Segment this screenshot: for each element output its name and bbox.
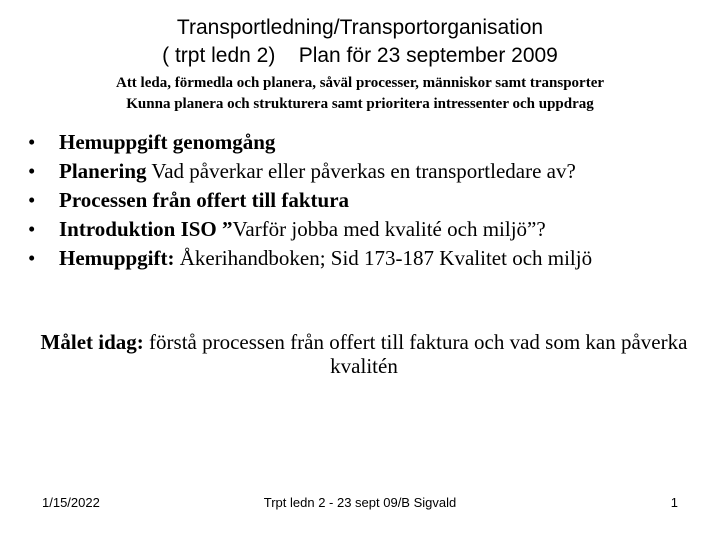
item-bold: Hemuppgift: bbox=[59, 246, 175, 270]
list-item bbox=[28, 186, 592, 215]
slide-title bbox=[0, 14, 720, 70]
subtitle-line-1: Att leda, förmedla och planera, såväl processer, människor samt transporter bbox=[115, 75, 605, 91]
goal-text: förstå processen från offert till faktura och vad som kan påverka kvalitén bbox=[143, 330, 688, 378]
bullet-icon: • bbox=[28, 130, 36, 154]
bullet-icon: • bbox=[28, 159, 36, 183]
footer-center-text: Trpt ledn 2 - 23 sept 09/B Sigvald bbox=[263, 495, 457, 510]
agenda-list bbox=[28, 128, 592, 273]
list-item bbox=[28, 128, 592, 157]
bullet-icon: • bbox=[28, 246, 36, 270]
goal-label: Målet idag: bbox=[40, 330, 144, 354]
item-bold: Hemuppgift genomgång bbox=[59, 130, 276, 154]
subtitle-line-2: Kunna planera och strukturera samt prioritera intressenter och uppdrag bbox=[126, 96, 594, 112]
goal-paragraph bbox=[24, 330, 704, 378]
item-text: Åkerihandboken; Sid 173-187 Kvalitet och miljö bbox=[174, 246, 593, 270]
bullet-icon: • bbox=[28, 188, 36, 212]
footer-date: 1/15/2022 bbox=[42, 495, 100, 510]
item-text: Vad påverkar eller påverkas en transportledare av? bbox=[146, 159, 576, 183]
title-line-2: ( trpt ledn 2) Plan för 23 september 2009 bbox=[162, 44, 558, 67]
footer-page-number: 1 bbox=[670, 495, 678, 510]
item-bold: Planering bbox=[59, 159, 147, 183]
title-line-1: Transportledning/Transportorganisation bbox=[176, 16, 544, 39]
item-text: Varför jobba med kvalité och miljö”? bbox=[232, 217, 546, 241]
slide-subtitle bbox=[0, 73, 720, 115]
list-item bbox=[28, 215, 592, 244]
list-item bbox=[28, 157, 592, 186]
item-bold: Processen från offert till faktura bbox=[59, 188, 350, 212]
bullet-icon: • bbox=[28, 217, 36, 241]
list-item bbox=[28, 244, 592, 273]
item-bold: Introduktion ISO ” bbox=[59, 217, 233, 241]
